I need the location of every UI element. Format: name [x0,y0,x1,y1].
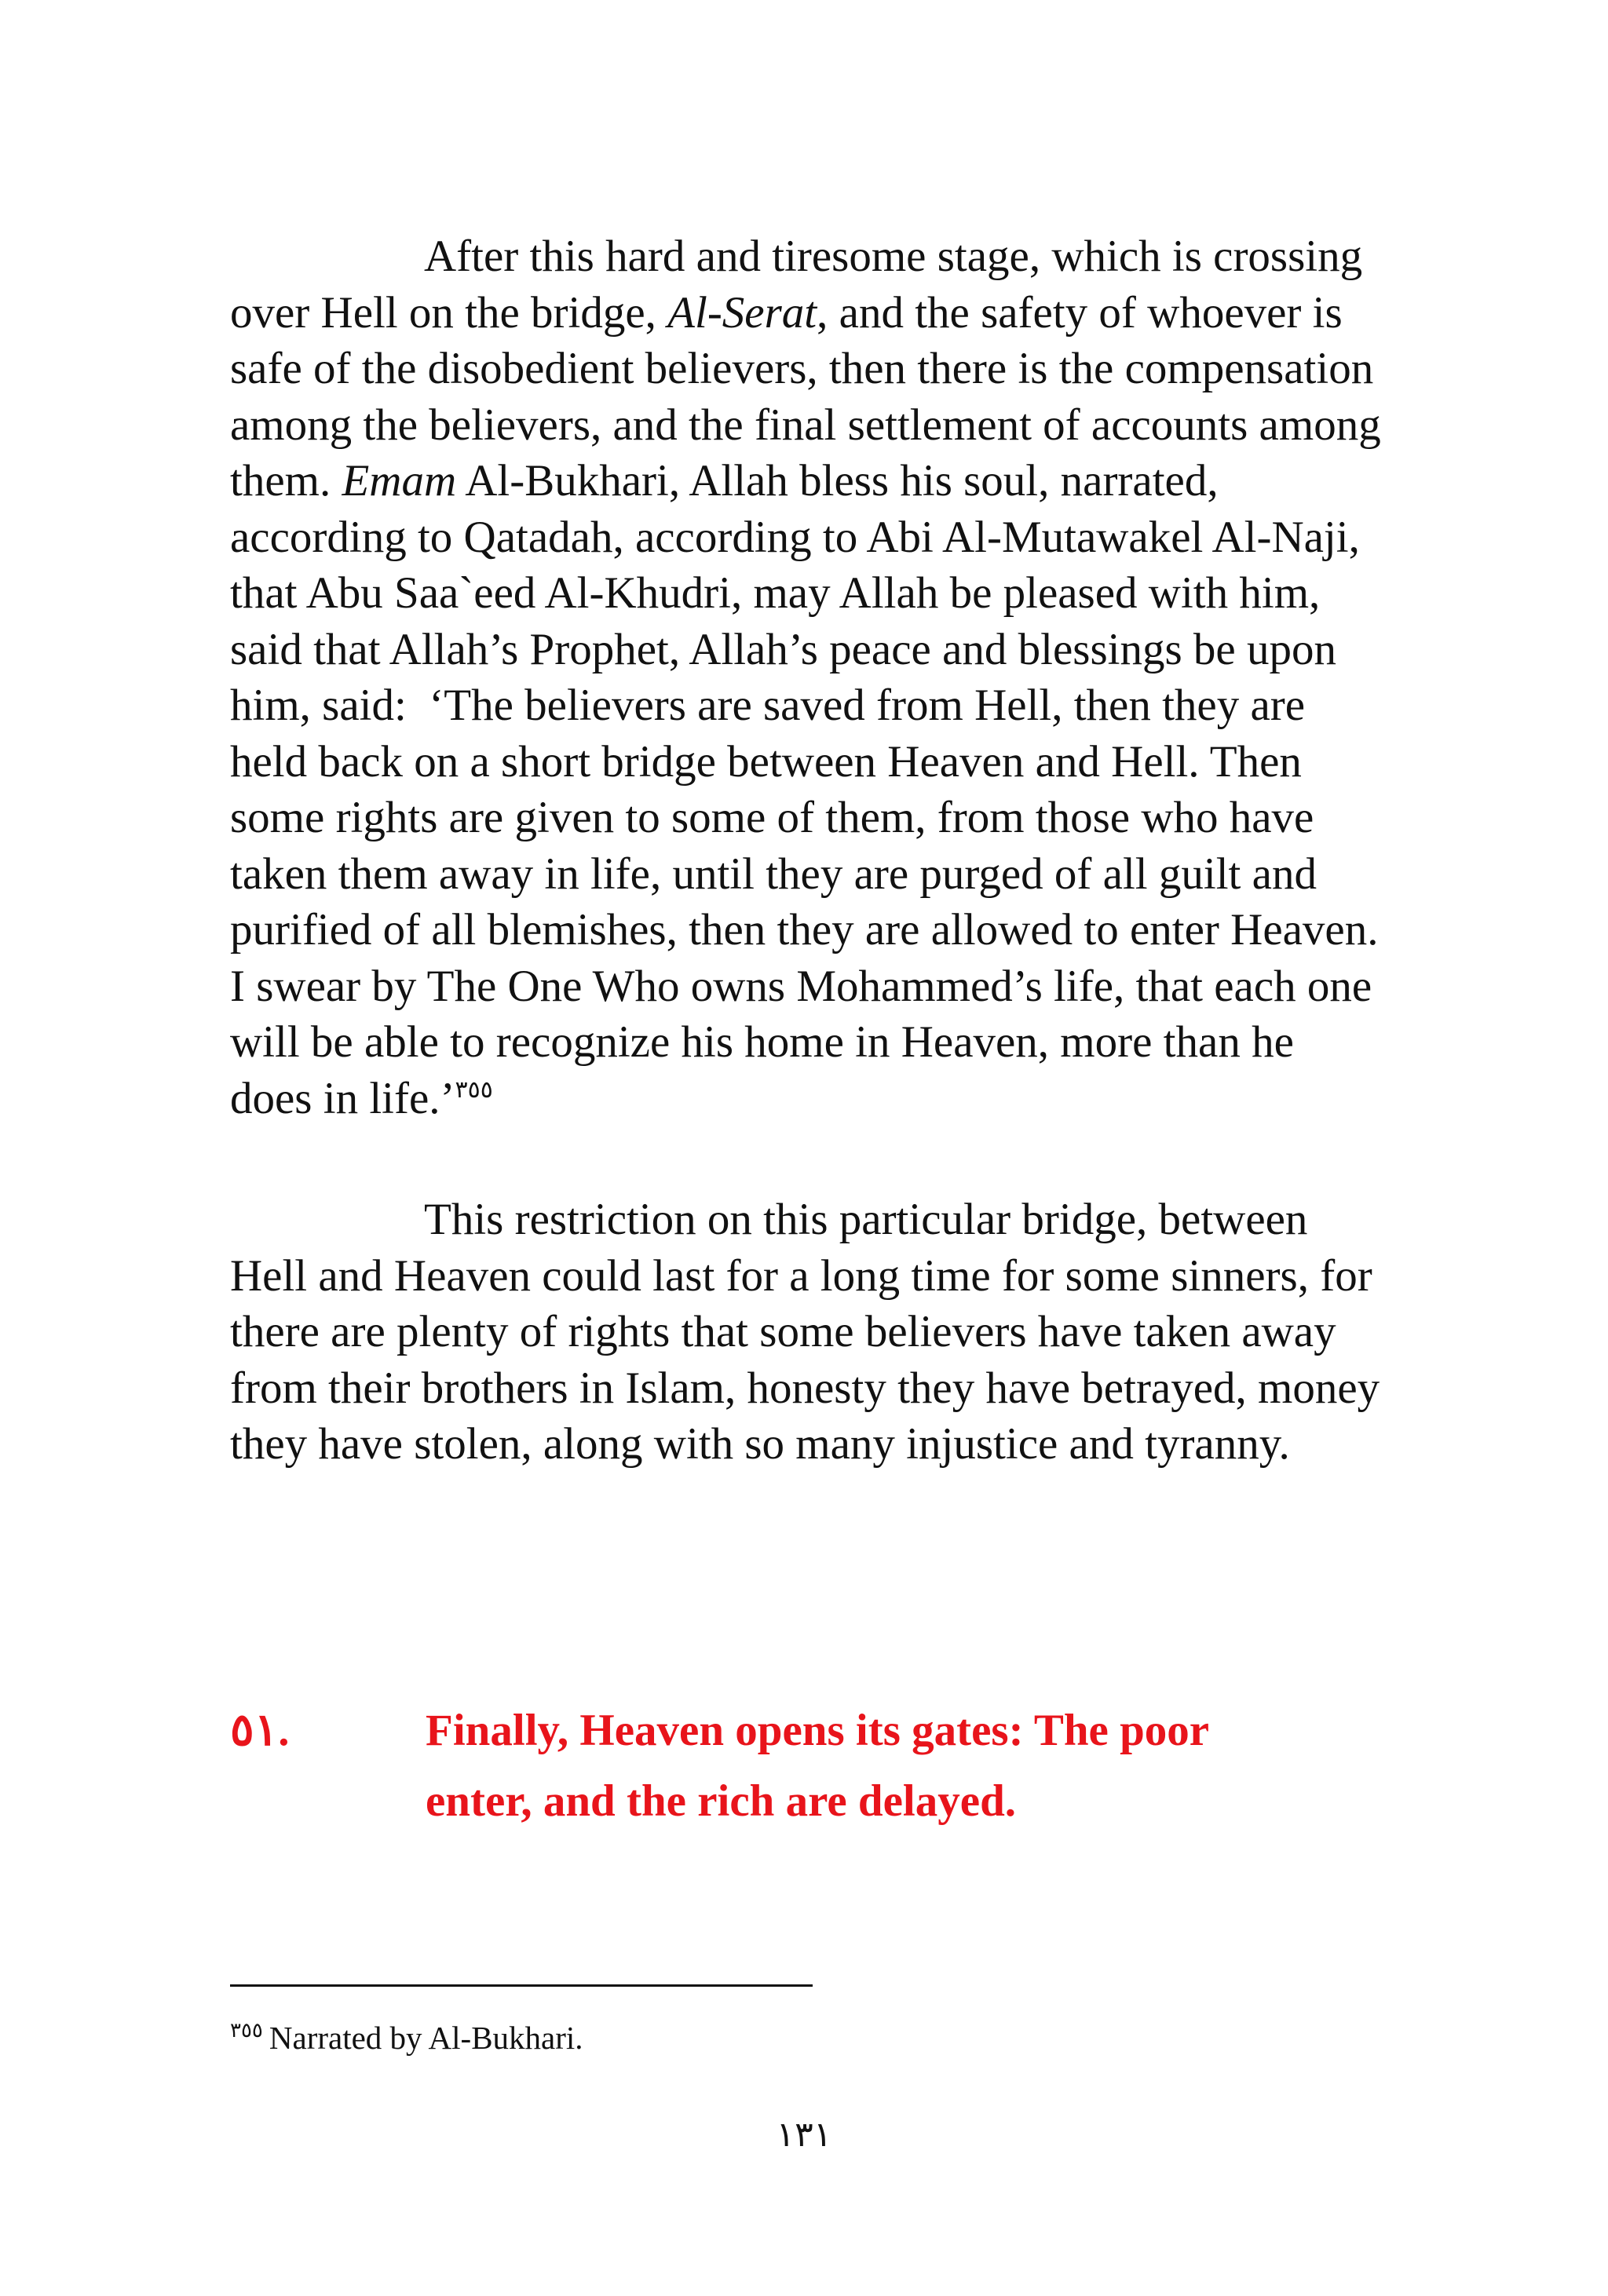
footnote [230,2016,583,2060]
section-title-line-2: enter, and the rich are delayed. [426,1776,1017,1826]
section-title [426,1696,1368,1837]
paragraph-1-text-3: Al-Bukhari, Allah bless his soul, narrated, according to Qatadah, according to Abi Al-Mutawakel Al-Naji, that Abu Saa`eed Al-Khudri, may Allah be pleased with him, said that Allah’s Prophet, Allah’s peace and blessings be upon him, said: ‘The believers are saved from Hell, then they are held back on a short bridge between Heaven and Hell. Then some rights are given to some of them, from those who have taken them away in life, until they are purged of all guilt and purified of all blemishes, then they are allowed to enter Heaven. I swear by The One Who owns Mohammed’s life, that each one will be able to recognize his home in Heaven, more than he does in life.’ [230,456,1379,1123]
section-title-line-1: Finally, Heaven opens its gates: The poor [426,1706,1210,1755]
page-number: ١٣١ [776,2115,832,2154]
paragraph-1-text-2: , and the safety of whoever is safe of the disobedient believers, then there is the compensation among the believers, and the final settlement of accounts among them. [230,287,1381,506]
footnote-separator [230,1984,813,1987]
footnote-reference[interactable]: ٣٥٥ [455,1076,493,1103]
paragraph-1-text-1: After this hard and tiresome stage, which is crossing over Hell on the bridge, [230,232,1363,338]
footnote-text: Narrated by Al-Bukhari. [269,2020,583,2056]
body-paragraph-2 [230,1192,1384,1473]
section-number: ٥١. [230,1706,290,1755]
term-emam: Emam [342,456,457,506]
term-al-serat: Al-Serat [667,287,817,338]
body-paragraph-1 [230,228,1384,1126]
footnote-marker: ٣٥٥ [230,2019,263,2042]
paragraph-2-text: This restriction on this particular bridge, between Hell and Heaven could last for a long time for some sinners, for there are plenty of rights that some believers have taken away from their brothers in Islam, honesty they have betrayed, money they have stolen, along with so many injustice and tyranny. [230,1195,1380,1469]
